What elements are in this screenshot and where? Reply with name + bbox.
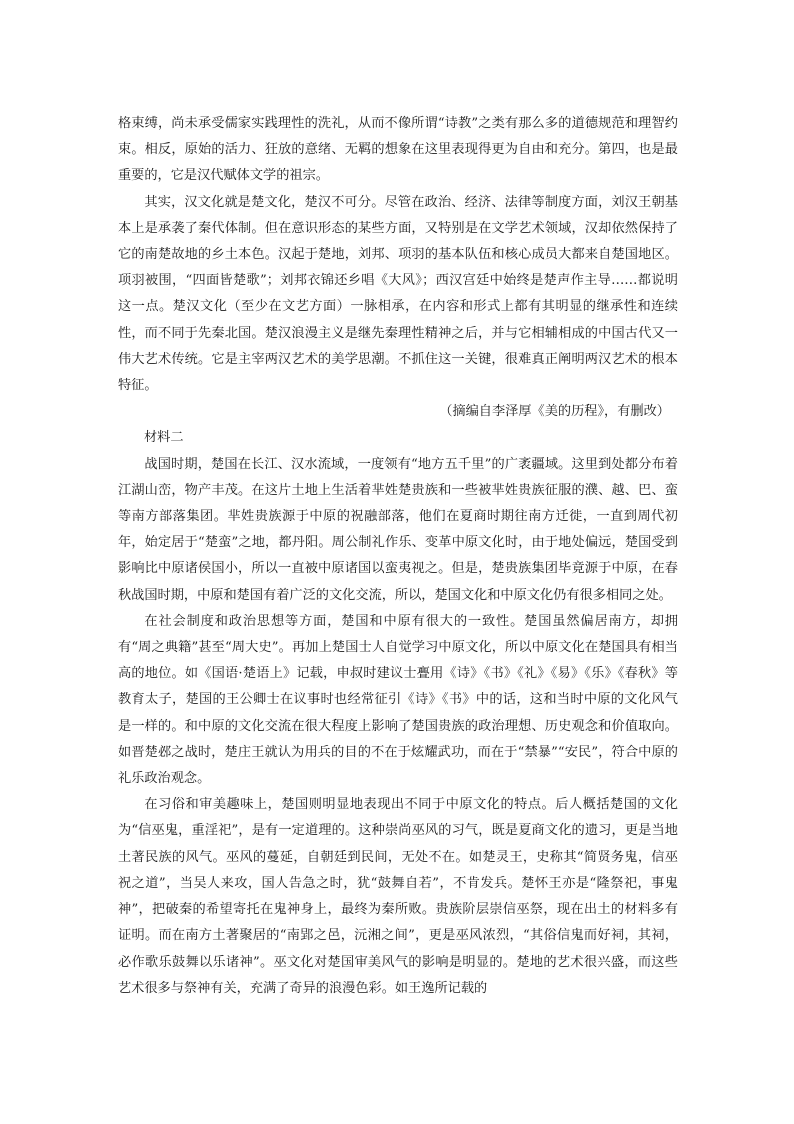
section-title: 材料二 [144, 430, 184, 446]
paragraph-1: 格束缚，尚未承受儒家实践理性的洗礼，从而不像所谓“诗教”之类有那么多的道德规范和理智约束。相反，原始的活力、狂放的意绪、无羁的想象在这里表现得更为自由和充分。第四，也是最重要的，它是汉代赋体文学的祖宗。 [118, 116, 678, 184]
paragraph-5: 在习俗和审美趣味上，楚国则明显地表现出不同于中原文化的特点。后人概括楚国的文化为“信巫鬼，重淫祀”，是有一定道理的。这种崇尚巫风的习气，既是夏商文化的遗习，更是当地土著民族的风气。巫风的蔓延，自朝廷到民间，无处不在。如楚灵王，史称其“简贤务鬼，信巫祝之道”，当吴人来攻，国人告急之时，犹“鼓舞自若”，不肯发兵。楚怀王亦是“隆祭祀，事鬼神”，把破秦的希望寄托在鬼神身上，最终为秦所败。贵族阶层崇信巫祭，现在出土的材料多有证明。而在南方土著聚居的“南郢之邑，沅湘之间”，更是巫风浓烈，“其俗信鬼而好祠，其祠，必作歌乐鼓舞以乐诸神”。巫文化对楚国审美风气的影响是明显的。楚地的艺术很兴盛，而这些艺术很多与祭神有关，充满了奇异的浪漫色彩。如王逸所记载的 [118, 797, 678, 996]
paragraph-4: 在社会制度和政治思想等方面，楚国和中原有很大的一致性。楚国虽然偏居南方，却拥有“周之典籍”甚至“周大史”。再加上楚国士人自觉学习中原文化，所以中原文化在楚国具有相当高的地位。如《国语·楚语上》记载，申叔时建议士亹用《诗》《书》《礼》《易》《乐》《春秋》等教育太子，楚国的王公卿士在议事时也经常征引《诗》《书》中的话，这和当时中原的文化风气是一样的。和中原的文化交流在很大程度上影响了楚国贵族的政治理想、历史观念和价值取向。如晋楚邲之战时，楚庄王就认为用兵的目的不在于炫耀武功，而在于“禁暴”“安民”，符合中原的礼乐政治观念。 [118, 613, 678, 787]
paragraph-3: 战国时期，楚国在长江、汉水流域，一度领有“地方五千里”的广袤疆域。这里到处都分布着江湖山峦，物产丰茂。在这片土地上生活着芈姓楚贵族和一些被芈姓贵族征服的濮、越、巴、蛮等南方部落集团。芈姓贵族源于中原的祝融部落，他们在夏商时期往南方迁徙，一直到周代初年，始定居于“楚蛮”之地，都丹阳。周公制礼作乐、变革中原文化时，由于地处偏远，楚国受到影响比中原诸侯国小，所以一直被中原诸国以蛮夷视之。但是，楚贵族集团毕竟源于中原，在春秋战国时期，中原和楚国有着广泛的文化交流，所以，楚国文化和中原文化仍有很多相同之处。 [118, 456, 678, 603]
source-note: （摘编自李泽厚《美的历程》，有删改） [439, 404, 670, 420]
document-body [118, 111, 678, 1002]
paragraph-2: 其实，汉文化就是楚文化，楚汉不可分。尽管在政治、经济、法律等制度方面，刘汉王朝基本上是承袭了秦代体制。但在意识形态的某些方面，又特别是在文学艺术领域，汉却依然保持了它的南楚故地的乡土本色。汉起于楚地，刘邦、项羽的基本队伍和核心成员大都来自楚国地区。项羽被围，“四面皆楚歌”；刘邦衣锦还乡唱《大风》；西汉宫廷中始终是楚声作主导……都说明这一点。楚汉文化（至少在文艺方面）一脉相承，在内容和形式上都有其明显的继承性和连续性，而不同于先秦北国。楚汉浪漫主义是继先秦理性精神之后，并与它相辅相成的中国古代又一伟大艺术传统。它是主宰两汉艺术的美学思潮。不抓住这一关键，很难真正阐明两汉艺术的根本特征。 [118, 194, 678, 394]
